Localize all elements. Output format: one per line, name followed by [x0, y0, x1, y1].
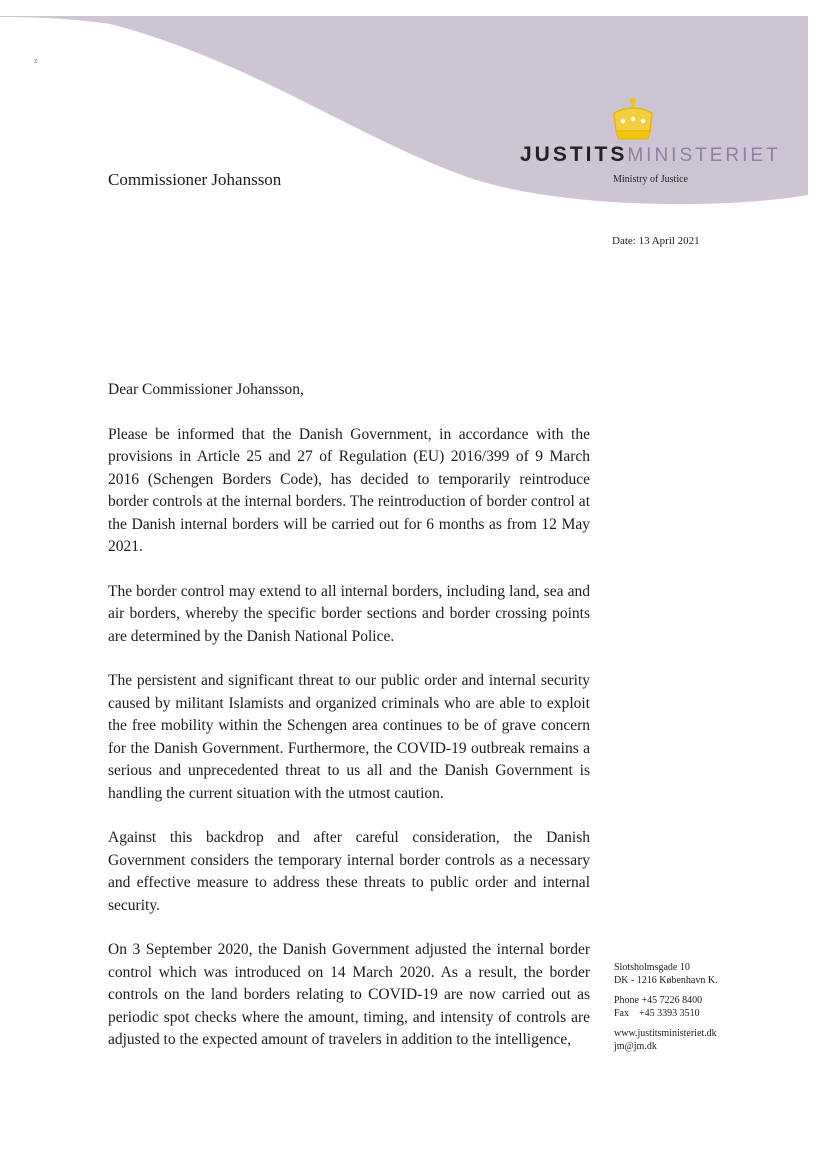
contact-sidebar: [614, 962, 794, 1061]
paragraph: The persistent and significant threat to our public order and internal security caused by militant Islamists and organized criminals who are able to exploit the free mobility within the Schengen area continues to be of grave concern for the Danish Government. Furthermore, the COVID-19 outbreak remains a serious and unprecedented threat to us all and the Danish Government is handling the current situation with the utmost caution.: [108, 672, 590, 802]
address-line: DK - 1216 København K.: [614, 974, 718, 986]
letter-date: Date: 13 April 2021: [612, 235, 700, 247]
scan-mark: z: [34, 56, 38, 65]
wordmark-bold: JUSTITS: [520, 143, 628, 166]
crown-icon: [608, 95, 658, 143]
paragraph: The border control may extend to all internal borders, including land, sea and air borders, whereby the specific border sections and border crossing points are determined by the Danish National Police.: [108, 582, 590, 645]
recipient-name: Commissioner Johansson: [108, 170, 282, 189]
fax-number: Fax +45 3393 3510: [614, 1007, 700, 1019]
salutation: Dear Commissioner Johansson,: [108, 381, 304, 398]
logo-tagline: Ministry of Justice: [613, 174, 688, 185]
web-block: [614, 1028, 794, 1053]
letter-body: [108, 379, 590, 1074]
paragraph: Please be informed that the Danish Government, in accordance with the provisions in Article 25 and 27 of Regulation (EU) 2016/399 of 9 March 2016 (Schengen Borders Code), has decided to temporarily reintroduce border controls at the internal borders. The reintroduction of border control at the Danish internal borders will be carried out for 6 months as from 12 May 2021.: [108, 425, 590, 555]
email-link[interactable]: jm@jm.dk: [614, 1040, 657, 1052]
paragraph: Against this backdrop and after careful consideration, the Danish Government considers the temporary internal border controls as a necessary and effective measure to address these threats to public order and internal security.: [108, 829, 590, 914]
ministry-logo: [520, 95, 780, 195]
paragraph: On 3 September 2020, the Danish Government adjusted the internal border control which was introduced on 14 March 2020. As a result, the border controls on the land borders relating to COVID-19 are now carried out as periodic spot checks where the amount, timing, and intensity of controls are adjusted to the expected amount of travelers in addition to the intelligence,: [108, 941, 590, 1048]
address-line: Slotsholmsgade 10: [614, 962, 690, 973]
address-block: [614, 962, 794, 987]
website-link[interactable]: www.justitsministeriet.dk: [614, 1028, 717, 1039]
wordmark-light: MINISTERIET: [627, 145, 781, 166]
phone-number: Phone +45 7226 8400: [614, 995, 703, 1006]
phone-block: [614, 995, 794, 1020]
ministry-wordmark: [520, 143, 781, 167]
